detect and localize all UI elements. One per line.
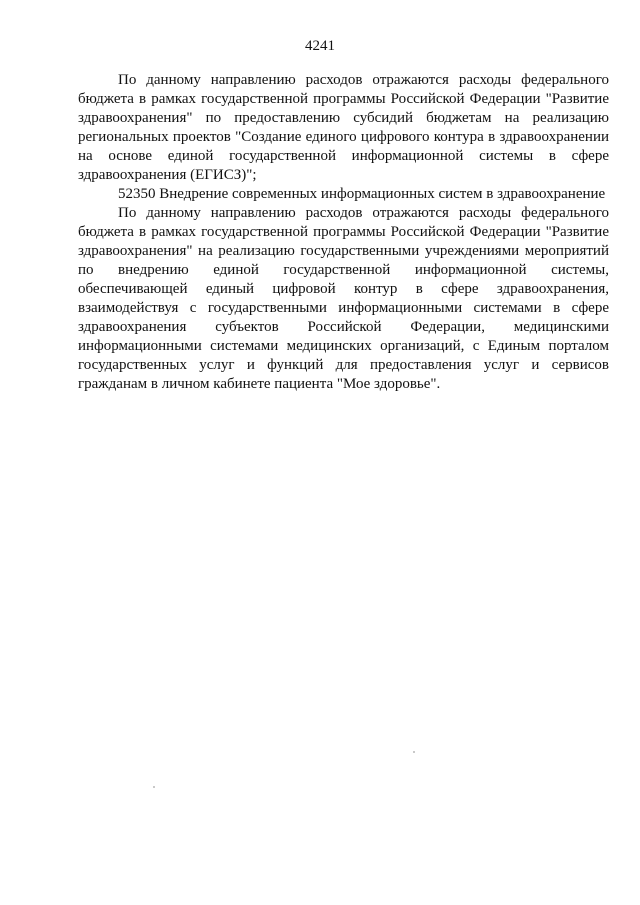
document-body [78,71,609,394]
paragraph-egisz-subsidies: По данному направлению расходов отражаются расходы федерального бюджета в рамках государственной программы Российской Федерации "Развитие здравоохранения" по предоставлению субсидий бюджетам на реализацию региональных проектов "Создание единого цифрового контура в здравоохранении на основе единой государственной информационной системы в сфере здравоохранения (ЕГИСЗ)"; [78,72,609,183]
scan-speck [153,786,155,788]
page-number: 4241 [305,38,335,54]
budget-code-heading: 52350 Внедрение современных информационных систем в здравоохранение [118,186,606,202]
paragraph-info-systems: По данному направлению расходов отражаются расходы федерального бюджета в рамках государственной программы Российской Федерации "Развитие здравоохранения" на реализацию государственными учреждениями мероприятий по внедрению единой государственной информационной системы, обеспечивающей единый цифровой контур в сфере здравоохранения, взаимодействуя с государственными информационными системами в сфере здравоохранения субъектов Российской Федерации, медицинскими информационными системами медицинских организаций, с Единым порталом государственных услуг и функций для предоставления услуг и сервисов гражданам в личном кабинете пациента "Мое здоровье". [78,205,609,392]
scan-speck [413,751,415,753]
